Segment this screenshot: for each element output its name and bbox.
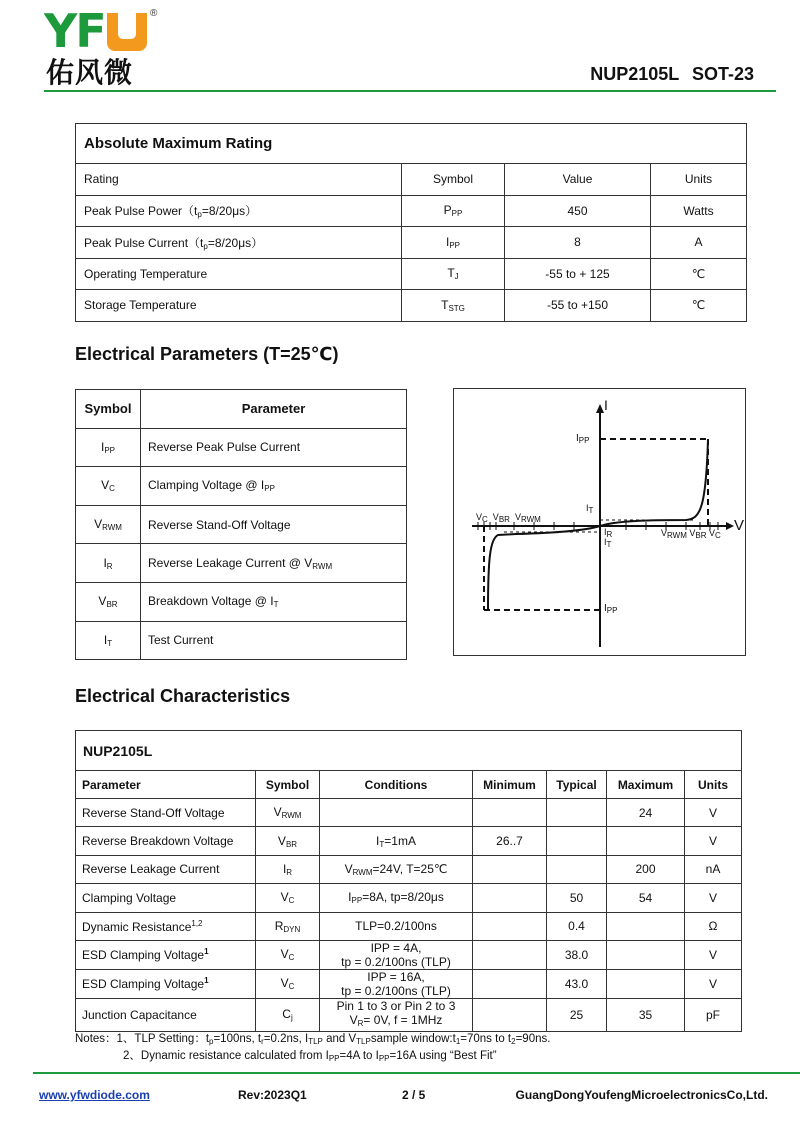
label-it-bottom: $I_T$	[604, 537, 612, 549]
abs-max-title: Absolute Maximum Rating	[76, 124, 747, 164]
axis-label-v: V	[734, 517, 745, 534]
value-cell: 8	[505, 227, 651, 259]
registered-mark: ®	[150, 8, 158, 19]
table-row	[76, 912, 742, 940]
max-cell: 200	[607, 855, 685, 883]
min-cell	[473, 969, 547, 998]
absolute-maximum-rating-table	[75, 123, 747, 322]
label-ipp-bottom: $I_{PP}$	[604, 603, 618, 615]
parameter-cell: Reverse Breakdown Voltage	[76, 827, 256, 855]
table-row	[76, 258, 747, 290]
parameter-cell: Reverse Stand-Off Voltage	[141, 505, 407, 544]
table-row	[76, 998, 742, 1031]
parameter-cell: Reverse Leakage Current	[76, 855, 256, 883]
units-cell: ℃	[651, 290, 747, 322]
col-header-minimum: Minimum	[473, 771, 547, 799]
rating-cell: Peak Pulse $Current(t_p=8/20\mu s)$	[76, 227, 402, 259]
v-axis-arrow-icon	[726, 522, 734, 530]
symbol-cell: $V_C$	[76, 467, 141, 506]
i-axis-arrow-icon	[596, 404, 604, 413]
table-row	[76, 621, 407, 660]
table-row	[76, 195, 747, 227]
parameter-cell: Test Current	[141, 621, 407, 660]
symbol-cell: $V_{BR}$	[76, 582, 141, 621]
typ-cell: 0.4	[547, 912, 607, 940]
label-ipp-top: $I_{PP}$	[576, 433, 590, 445]
max-cell	[607, 969, 685, 998]
document-title: NUP2105L SOT-23	[590, 64, 754, 84]
col-header-maximum: Maximum	[607, 771, 685, 799]
header-divider	[44, 90, 776, 92]
table-row	[76, 428, 407, 467]
conditions-cell: $I_T=1mA$	[320, 827, 473, 855]
typ-cell	[547, 827, 607, 855]
symbol-cell: $V_{RWM}$	[76, 505, 141, 544]
part-number: NUP2105L	[76, 731, 742, 771]
units-cell: Watts	[651, 195, 747, 227]
max-cell: 35	[607, 998, 685, 1031]
parameter-cell: Dynamic Resistance$^{1,2}$	[76, 912, 256, 940]
parameter-cell: ESD Clamping Voltage$^1$	[76, 969, 256, 998]
symbol-cell: $I_{PP}$	[76, 428, 141, 467]
typ-cell: 38.0	[547, 940, 607, 969]
table-row	[76, 290, 747, 322]
symbol-cell: $T_J$	[402, 258, 505, 290]
min-cell	[473, 884, 547, 912]
right-voltage-labels: $V_{RWM}$ $V_{BR}$ $V_C$	[661, 528, 721, 540]
col-header-symbol: Symbol	[76, 390, 141, 429]
symbol-cell: $I_R$	[256, 855, 320, 883]
units-cell: nA	[685, 855, 742, 883]
conditions-cell: Pin 1 to 3 or Pin 2 to 3 $V_R= 0V$, f = 1MHz	[320, 998, 473, 1031]
conditions-cell: $I_{PP}=8A$, tp=8/20μs	[320, 884, 473, 912]
logo-chinese-name: 佑风微	[46, 56, 134, 89]
units-cell: V	[685, 799, 742, 827]
label-ir: $I_R$	[604, 527, 613, 539]
electrical-parameters-heading: Electrical Parameters (T=25℃)	[75, 344, 339, 364]
table-row	[76, 827, 742, 855]
symbol-cell: $V_C$	[256, 940, 320, 969]
symbol-cell: $V_{BR}$	[256, 827, 320, 855]
parameter-cell: Clamping Voltage	[76, 884, 256, 912]
units-cell: V	[685, 969, 742, 998]
page-number: 2 / 5	[402, 1088, 426, 1102]
parameter-cell: Reverse Leakage Current @ $V_{RWM}$	[141, 544, 407, 583]
parameter-cell: ESD Clamping Voltage$^1$	[76, 940, 256, 969]
max-cell	[607, 827, 685, 855]
units-cell: pF	[685, 998, 742, 1031]
table-row	[76, 227, 747, 259]
footer-divider	[33, 1072, 800, 1074]
typ-cell: 50	[547, 884, 607, 912]
units-cell: ℃	[651, 258, 747, 290]
units-cell: Ω	[685, 912, 742, 940]
value-cell: -55 to +150	[505, 290, 651, 322]
table-row	[76, 467, 407, 506]
symbol-cell: $R_{DYN}$	[256, 912, 320, 940]
electrical-characteristics-heading: Electrical Characteristics	[75, 686, 291, 706]
symbol-cell: $I_T$	[76, 621, 141, 660]
typ-cell: 43.0	[547, 969, 607, 998]
symbol-cell: $I_{PP}$	[402, 227, 505, 259]
conditions-cell: $V_{RWM}=24V$, T=25℃	[320, 855, 473, 883]
logo-u-shape	[107, 13, 147, 51]
abs-max-header-row	[76, 164, 747, 196]
dashed-guides	[484, 439, 708, 610]
label-it-top: $I_T$	[586, 503, 594, 515]
max-cell	[607, 940, 685, 969]
table-row	[76, 799, 742, 827]
col-header-value: Value	[505, 164, 651, 196]
conditions-cell: IPP = 16A, tp = 0.2/100ns (TLP)	[320, 969, 473, 998]
col-header-parameter: Parameter	[76, 771, 256, 799]
col-header-units: Units	[685, 771, 742, 799]
left-voltage-labels: $V_C$ $V_{BR}$ $V_{RWM}$	[476, 512, 541, 524]
symbol-cell: $I_R$	[76, 544, 141, 583]
conditions-cell: TLP=0.2/100ns	[320, 912, 473, 940]
note-1: Notes：1、TLP Setting：$t_p=100ns$, $t_r=0.2ns$, $I_{TLP}$ and $V_{TLP}sample$ $window:t_1=70ns$ to $t_2=90ns$.	[75, 1033, 551, 1046]
units-cell: V	[685, 940, 742, 969]
revision: Rev:2023Q1	[238, 1088, 307, 1102]
min-cell	[473, 912, 547, 940]
value-cell: -55 to + 125	[505, 258, 651, 290]
iv-curve	[488, 439, 708, 610]
electrical-parameters-table	[75, 389, 407, 660]
table-row	[76, 855, 742, 883]
parameter-cell: Reverse Stand-Off Voltage	[76, 799, 256, 827]
typ-cell	[547, 799, 607, 827]
rating-cell: Operating Temperature	[76, 258, 402, 290]
website-link[interactable]: www.yfwdiode.com	[39, 1088, 150, 1102]
symbol-cell: $V_C$	[256, 969, 320, 998]
max-cell: 54	[607, 884, 685, 912]
symbol-cell: $C_j$	[256, 998, 320, 1031]
parameter-cell: Breakdown Voltage @ $I_T$	[141, 582, 407, 621]
typ-cell	[547, 855, 607, 883]
col-header-typical: Typical	[547, 771, 607, 799]
col-header-rating: Rating	[76, 164, 402, 196]
table-row	[76, 940, 742, 969]
typ-cell: 25	[547, 998, 607, 1031]
parameter-cell: Clamping Voltage @ $I_{PP}$	[141, 467, 407, 506]
note-2: 2、Dynamic resistance calculated from $I_{PP}=4A$ to $I_{PP}=16A$ using “Best Fit”	[123, 1050, 497, 1063]
col-header-conditions: Conditions	[320, 771, 473, 799]
units-cell: V	[685, 827, 742, 855]
col-header-symbol: Symbol	[402, 164, 505, 196]
col-header-parameter: Parameter	[141, 390, 407, 429]
parameter-cell: Reverse Peak Pulse Current	[141, 428, 407, 467]
min-cell: 26..7	[473, 827, 547, 855]
value-cell: 450	[505, 195, 651, 227]
notes	[75, 1032, 550, 1066]
col-header-units: Units	[651, 164, 747, 196]
logo-mark: YF	[44, 8, 147, 54]
electrical-characteristics-table	[75, 730, 742, 1032]
units-cell: V	[685, 884, 742, 912]
min-cell	[473, 855, 547, 883]
table-row	[76, 969, 742, 998]
company-logo	[44, 4, 164, 90]
rating-cell: Peak Pulse $Power(t_p=8/20\mu s)$	[76, 195, 402, 227]
table-row	[76, 582, 407, 621]
symbol-cell: $T_{STG}$	[402, 290, 505, 322]
conditions-cell	[320, 799, 473, 827]
iv-characteristic-diagram	[453, 388, 746, 656]
units-cell: A	[651, 227, 747, 259]
params-header-row	[76, 390, 407, 429]
char-header-row	[76, 771, 742, 799]
max-cell: 24	[607, 799, 685, 827]
symbol-cell: $V_{RWM}$	[256, 799, 320, 827]
rating-cell: Storage Temperature	[76, 290, 402, 322]
min-cell	[473, 940, 547, 969]
table-row	[76, 544, 407, 583]
conditions-cell: IPP = 4A, tp = 0.2/100ns (TLP)	[320, 940, 473, 969]
max-cell	[607, 912, 685, 940]
col-header-symbol: Symbol	[256, 771, 320, 799]
table-row	[76, 505, 407, 544]
min-cell	[473, 799, 547, 827]
axis-label-i: I	[604, 397, 608, 413]
symbol-cell: $P_{PP}$	[402, 195, 505, 227]
min-cell	[473, 998, 547, 1031]
table-row	[76, 884, 742, 912]
symbol-cell: $V_C$	[256, 884, 320, 912]
parameter-cell: Junction Capacitance	[76, 998, 256, 1031]
company-name: GuangDongYoufengMicroelectronicsCo,Ltd.	[515, 1088, 768, 1102]
